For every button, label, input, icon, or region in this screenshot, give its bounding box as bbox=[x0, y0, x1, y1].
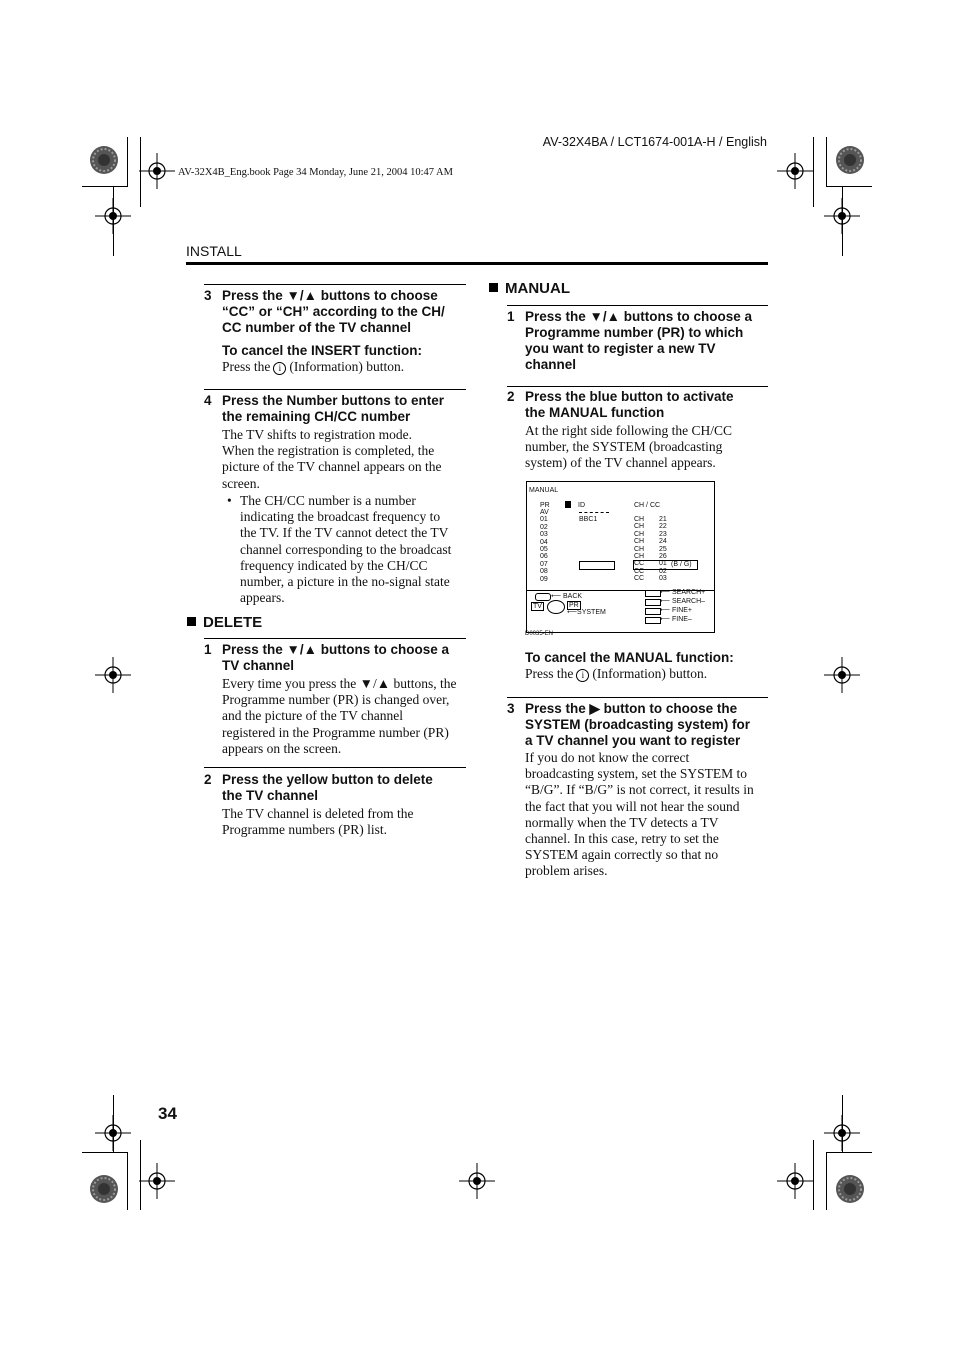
body-line: Programme numbers (PR) list. bbox=[222, 822, 387, 838]
channel-number: 03 bbox=[659, 575, 667, 583]
step-body bbox=[525, 423, 770, 472]
body-line: Every time you press the ▼/▲ buttons, the bbox=[222, 676, 457, 691]
info-button-icon bbox=[535, 593, 551, 601]
text: (Information) button. bbox=[289, 359, 405, 374]
body-line: appears on the screen. bbox=[222, 740, 342, 756]
body-line: number, the SYSTEM (broadcasting bbox=[525, 439, 723, 455]
channel-number: 22 bbox=[659, 523, 667, 531]
book-info-line: AV-32X4B_Eng.book Page 34 Monday, June 21, 2004 10:47 AM bbox=[178, 167, 453, 178]
step-number: 1 bbox=[507, 309, 515, 324]
document-reference: AV-32X4BA / LCT1674-001A-H / English bbox=[542, 135, 767, 149]
channel-number-list bbox=[659, 516, 667, 583]
body-line: the TV. If the TV cannot detect the TV bbox=[240, 525, 449, 541]
tv-button: TV bbox=[533, 603, 542, 610]
manual-screen-illustration bbox=[526, 481, 715, 633]
body-line: When the registration is completed, the bbox=[222, 443, 435, 459]
body-line: The TV channel is deleted from the bbox=[222, 806, 414, 821]
text: (Information) button. bbox=[592, 666, 708, 681]
yellow-button-icon bbox=[645, 608, 661, 615]
title-line: Press the ▶ button to choose the bbox=[525, 701, 738, 716]
pr-column-header: PR bbox=[540, 502, 550, 509]
step-divider bbox=[507, 697, 768, 698]
label-text: SEARCH– bbox=[671, 598, 706, 605]
label-text: FINE– bbox=[671, 616, 692, 623]
body-line: frequency indicated by the CH/CC bbox=[240, 557, 428, 573]
id-column-header: ID bbox=[578, 502, 585, 509]
title-line: Press the Number buttons to enter bbox=[222, 393, 445, 408]
title-line: TV channel bbox=[222, 658, 295, 673]
step-number: 4 bbox=[204, 393, 212, 408]
step-title bbox=[222, 288, 467, 336]
label-text: SEARCH+ bbox=[671, 589, 706, 596]
step-divider bbox=[204, 638, 466, 639]
step-number: 3 bbox=[204, 288, 212, 303]
title-line: Press the yellow button to delete bbox=[222, 772, 433, 787]
channel-number: 24 bbox=[659, 538, 667, 546]
red-button-icon bbox=[645, 590, 661, 597]
text: Press the bbox=[222, 359, 271, 374]
id-input-box bbox=[579, 561, 615, 570]
step-body bbox=[222, 676, 467, 757]
step-number: 2 bbox=[204, 772, 212, 787]
step-divider bbox=[507, 386, 768, 387]
step-title bbox=[222, 772, 467, 804]
channel-number: 26 bbox=[659, 553, 667, 561]
chcc-item: CH bbox=[634, 538, 645, 546]
body-line: system) of the TV channel appears. bbox=[525, 455, 716, 471]
dpad-icon bbox=[547, 600, 565, 614]
pr-list bbox=[540, 509, 549, 583]
id-value: BBC1 bbox=[579, 516, 598, 523]
body-line: picture of the TV channel appears on the bbox=[222, 459, 442, 475]
body-line: number, a picture in the no-signal state bbox=[240, 574, 450, 590]
title-line: Programme number (PR) to which bbox=[525, 325, 744, 340]
chcc-item: CC bbox=[634, 560, 645, 568]
title-line: channel bbox=[525, 357, 577, 372]
manual-heading bbox=[489, 280, 570, 297]
square-bullet-icon bbox=[187, 617, 196, 626]
fine-plus-label: ⟵ FINE+ bbox=[660, 607, 693, 614]
step-body bbox=[525, 750, 770, 880]
channel-number: 23 bbox=[659, 530, 667, 538]
body-line: indicating the broadcast frequency to bbox=[240, 509, 441, 525]
fine-minus-label: ⟵ FINE– bbox=[660, 616, 692, 623]
step-divider bbox=[204, 389, 466, 390]
pr-item: 07 bbox=[540, 560, 548, 568]
cancel-insert-title: To cancel the INSERT function: bbox=[222, 343, 423, 358]
pr-item: 06 bbox=[540, 553, 548, 561]
body-line: and the picture of the TV channel bbox=[222, 708, 403, 724]
body-line: broadcasting system, set the SYSTEM to bbox=[525, 766, 747, 782]
step-title bbox=[222, 642, 467, 674]
header-rule bbox=[186, 262, 768, 265]
info-icon: i bbox=[576, 669, 589, 682]
body-line: “B/G”. If “B/G” is not correct, it results in bbox=[525, 782, 754, 798]
body-line: screen. bbox=[222, 475, 260, 491]
back-label: ⟵ BACK bbox=[551, 593, 583, 600]
chcc-item: CH bbox=[634, 516, 645, 523]
step-number: 2 bbox=[507, 389, 515, 404]
body-line: At the right side following the CH/CC bbox=[525, 423, 732, 438]
cancel-insert-text bbox=[222, 359, 404, 375]
green-button-icon bbox=[645, 599, 661, 606]
pr-item: 08 bbox=[540, 568, 548, 576]
chcc-item: CH bbox=[634, 553, 645, 561]
chcc-item: CC bbox=[634, 575, 645, 583]
step-title bbox=[525, 309, 770, 373]
square-bullet-icon bbox=[489, 283, 498, 292]
body-line: The TV shifts to registration mode. bbox=[222, 427, 412, 442]
chcc-column-header: CH / CC bbox=[634, 502, 661, 509]
bullet-dot: • bbox=[227, 493, 232, 508]
pr-item: 02 bbox=[540, 523, 548, 531]
body-line: the fact that you will not hear the sound bbox=[525, 798, 740, 814]
figure-code: D0035-EN bbox=[525, 631, 554, 637]
channel-number: 01 bbox=[659, 560, 667, 568]
label-text: SYSTEM bbox=[577, 609, 606, 616]
title-line: you want to register a new TV bbox=[525, 341, 716, 356]
blue-button-icon bbox=[645, 617, 661, 624]
id-dashes bbox=[579, 512, 609, 513]
heading-text: DELETE bbox=[203, 614, 263, 631]
step-number: 1 bbox=[204, 642, 212, 657]
body-line: appears. bbox=[240, 590, 285, 606]
title-line: Press the ▼/▲ buttons to choose a bbox=[525, 309, 753, 324]
pr-item: AV bbox=[540, 509, 549, 516]
system-value: (B / G) bbox=[671, 561, 692, 568]
channel-number: 25 bbox=[659, 545, 667, 553]
chcc-list bbox=[634, 516, 644, 583]
channel-number: 02 bbox=[659, 567, 667, 575]
title-line: “CC” or “CH” according to the CH/ bbox=[222, 304, 445, 319]
body-line: channel. In this case, retry to set the bbox=[525, 831, 719, 847]
label-text: BACK bbox=[562, 593, 583, 600]
title-line: Press the blue button to activate bbox=[525, 389, 734, 404]
page-number: 34 bbox=[158, 1104, 177, 1123]
pr-item: 05 bbox=[540, 546, 548, 554]
search-plus-label: ⟵ SEARCH+ bbox=[660, 589, 706, 596]
body-line: problem arises. bbox=[525, 863, 608, 879]
search-minus-label: ⟵ SEARCH– bbox=[660, 598, 706, 605]
chcc-item: CC bbox=[634, 567, 645, 575]
body-line: If you do not know the correct bbox=[525, 750, 690, 765]
body-line: normally when the TV detects a TV bbox=[525, 814, 719, 830]
info-icon: i bbox=[273, 362, 286, 375]
chcc-item: CH bbox=[634, 523, 645, 531]
pr-item: 09 bbox=[540, 575, 548, 583]
step-number: 3 bbox=[507, 701, 515, 716]
pr-button: PR bbox=[569, 602, 579, 609]
step-body bbox=[222, 427, 467, 492]
pr-item: 04 bbox=[540, 538, 548, 546]
cancel-manual-title: To cancel the MANUAL function: bbox=[525, 650, 734, 665]
chcc-item: CH bbox=[634, 530, 645, 538]
step-divider bbox=[507, 305, 768, 306]
delete-heading bbox=[187, 614, 262, 631]
body-line: registered in the Programme number (PR) bbox=[222, 724, 449, 740]
title-line: the TV channel bbox=[222, 788, 319, 803]
screen-title: MANUAL bbox=[529, 487, 559, 494]
body-line: SYSTEM again correctly so that no bbox=[525, 847, 719, 863]
step-body bbox=[222, 806, 467, 838]
lock-icon bbox=[565, 501, 571, 508]
step-title bbox=[525, 389, 770, 421]
step-title bbox=[222, 393, 467, 425]
title-line: the MANUAL function bbox=[525, 405, 665, 420]
step-divider bbox=[204, 284, 466, 285]
body-line: channel corresponding to the broadcast bbox=[240, 541, 452, 557]
title-line: the remaining CH/CC number bbox=[222, 409, 411, 424]
bullet-text bbox=[240, 493, 468, 606]
title-line: Press the ▼/▲ buttons to choose a bbox=[222, 642, 450, 657]
label-text: FINE+ bbox=[671, 607, 693, 614]
pr-item: 03 bbox=[540, 531, 548, 539]
system-label: ⟵SYSTEM bbox=[567, 609, 606, 616]
chcc-item: CH bbox=[634, 545, 645, 553]
step-title bbox=[525, 701, 770, 749]
title-line: Press the ▼/▲ buttons to choose bbox=[222, 288, 438, 303]
text: Press the bbox=[525, 666, 574, 681]
cancel-manual-text bbox=[525, 666, 707, 682]
heading-text: MANUAL bbox=[505, 280, 570, 297]
title-line: CC number of the TV channel bbox=[222, 320, 412, 335]
body-line: The CH/CC number is a number bbox=[240, 493, 416, 508]
body-line: Programme number (PR) is changed over, bbox=[222, 692, 450, 708]
title-line: SYSTEM (broadcasting system) for bbox=[525, 717, 751, 732]
section-label: INSTALL bbox=[186, 243, 242, 259]
channel-number: 21 bbox=[659, 516, 667, 523]
pr-item: 01 bbox=[540, 516, 548, 524]
step-divider bbox=[204, 767, 466, 768]
title-line: a TV channel you want to register bbox=[525, 733, 741, 748]
